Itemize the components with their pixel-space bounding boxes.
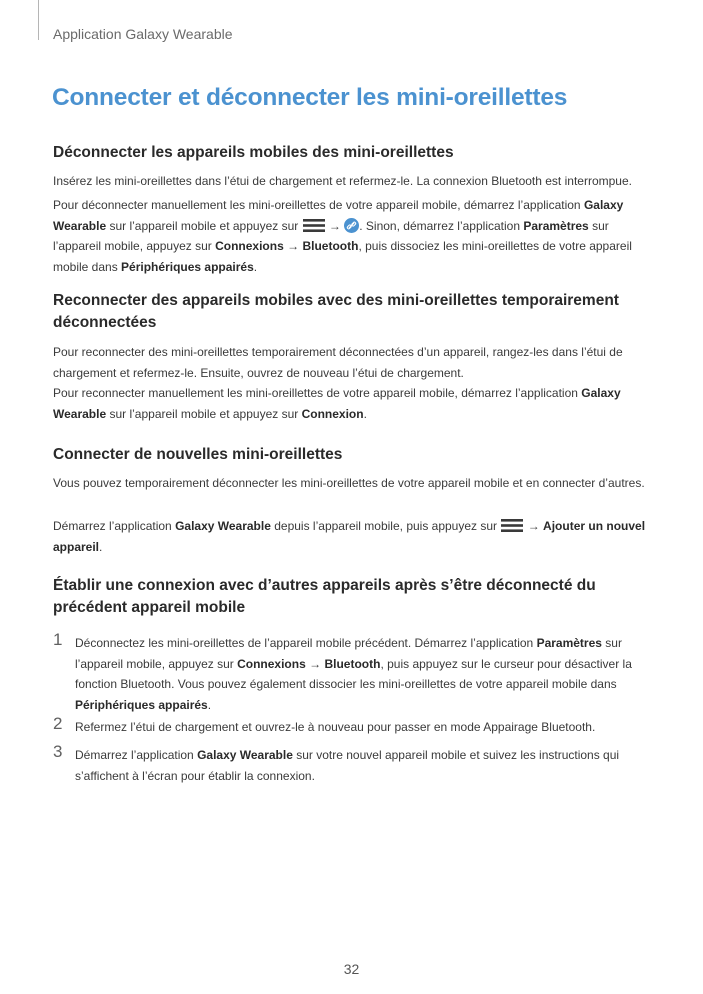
link-icon	[344, 218, 359, 233]
section-heading: Connecter de nouvelles mini-oreillettes	[53, 446, 343, 463]
list-item	[53, 714, 649, 738]
step-text: Refermez l’étui de chargement et ouvrez-le à nouveau pour passer en mode Appairage Bluetooth.	[75, 720, 596, 734]
page-number: 32	[343, 961, 360, 977]
section-heading: Reconnecter des appareils mobiles avec des mini-oreillettes temporairement déconnectées	[53, 292, 619, 331]
running-header: Application Galaxy Wearable	[53, 26, 233, 42]
section-heading: Déconnecter les appareils mobiles des mini-oreillettes	[53, 144, 454, 161]
step-text: Déconnectez les mini-oreillettes de l’appareil mobile précédent. Démarrez l’application Paramètres sur l’appareil mobile, appuyez sur Connexions → Bluetooth, puis appuyez sur le curseur pour désactiver la fonction Bluetooth. Vous pouvez également dissocier les mini-oreillettes de votre appareil mobile dans Périphériques appairés.	[75, 636, 632, 712]
page-title: Connecter et déconnecter les mini-oreillettes	[52, 84, 568, 111]
section-heading: Établir une connexion avec d’autres appareils après s’être déconnecté du précédent appareil mobile	[53, 577, 596, 616]
step-number: 3	[53, 742, 63, 761]
paragraph: Pour déconnecter manuellement les mini-oreillettes de votre appareil mobile, démarrez l’application Galaxy Wearable sur l’appareil mobile et appuyez sur → . Sinon, démarrez l’application Paramètres sur l’appareil mobile, appuyez sur Connexions → Bluetooth, puis dissociez les mini-oreillettes de votre appareil mobile dans Périphériques appairés.	[53, 198, 632, 274]
paragraph: Démarrez l’application Galaxy Wearable depuis l’appareil mobile, puis appuyez sur → Ajouter un nouvel appareil.	[53, 519, 646, 554]
menu-icon	[501, 519, 523, 532]
paragraph: Pour reconnecter des mini-oreillettes temporairement déconnectées d’un appareil, rangez-les dans l’étui de chargement et refermez-le. Ensuite, ouvrez de nouveau l’étui de chargement.	[53, 345, 623, 380]
list-item	[53, 630, 649, 715]
step-text: Démarrez l’application Galaxy Wearable sur votre nouvel appareil mobile et suivez les instructions qui s’affichent à l’écran pour établir la connexion.	[75, 748, 620, 783]
paragraph: Insérez les mini-oreillettes dans l’étui de chargement et refermez-le. La connexion Bluetooth est interrompue.	[53, 174, 632, 188]
step-number: 2	[53, 714, 63, 733]
menu-icon	[303, 219, 325, 232]
corner-rule	[38, 0, 39, 40]
list-item	[53, 742, 649, 786]
paragraph: Pour reconnecter manuellement les mini-oreillettes de votre appareil mobile, démarrez l’application Galaxy Wearable sur l’appareil mobile et appuyez sur Connexion.	[53, 386, 621, 421]
step-number: 1	[53, 630, 63, 649]
paragraph: Vous pouvez temporairement déconnecter les mini-oreillettes de votre appareil mobile et en connecter d’autres.	[53, 476, 645, 490]
